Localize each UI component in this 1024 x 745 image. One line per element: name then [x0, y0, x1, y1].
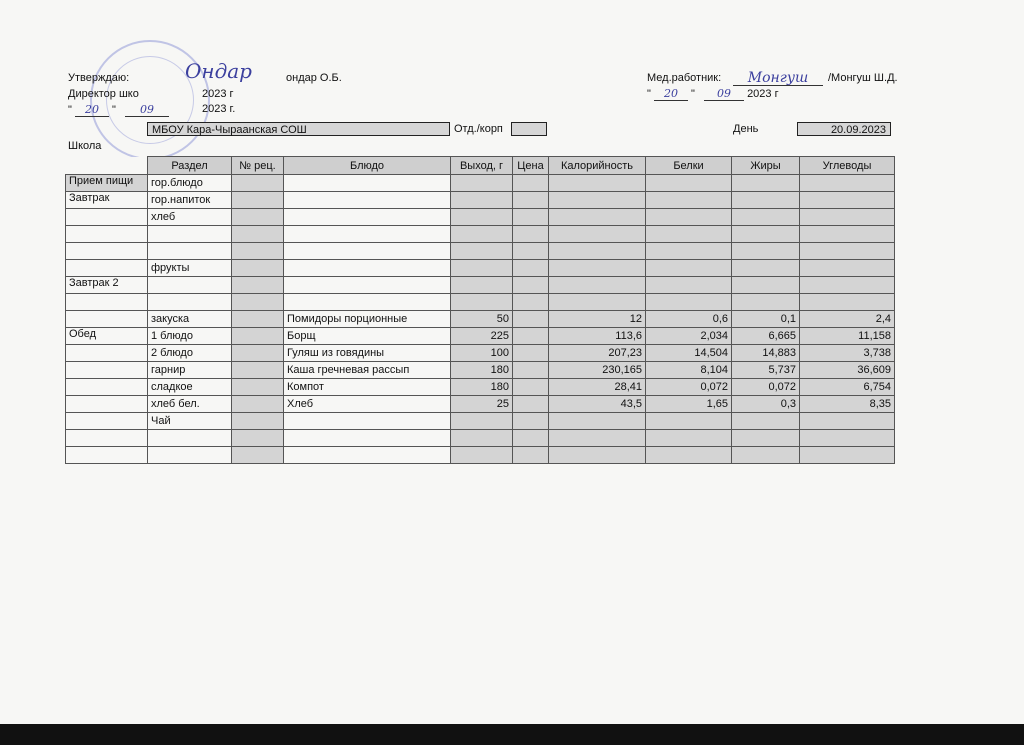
table-row — [66, 175, 895, 192]
carbs-cell — [800, 430, 895, 447]
price-cell — [513, 209, 549, 226]
med-date: " 20 " 09 2023 г — [647, 87, 779, 100]
calories-cell: 43,5 — [549, 396, 646, 413]
section-cell: 1 блюдо — [148, 328, 232, 345]
proteins-cell — [646, 430, 732, 447]
section-cell — [148, 277, 232, 294]
dish-cell — [284, 447, 451, 464]
recipe-cell — [232, 192, 284, 209]
header-price: Цена — [513, 157, 549, 175]
meal-cell — [66, 447, 148, 464]
calories-cell: 113,6 — [549, 328, 646, 345]
med-day: 20 — [654, 87, 688, 101]
carbs-cell — [800, 413, 895, 430]
price-cell — [513, 328, 549, 345]
recipe-cell — [232, 209, 284, 226]
table-row — [66, 209, 895, 226]
fats-cell — [732, 413, 800, 430]
table-row — [66, 430, 895, 447]
dish-cell: Гуляш из говядины — [284, 345, 451, 362]
calories-cell — [549, 260, 646, 277]
table-row — [66, 413, 895, 430]
proteins-cell — [646, 447, 732, 464]
output-cell — [451, 413, 513, 430]
output-cell — [451, 192, 513, 209]
fats-cell — [732, 277, 800, 294]
calories-cell: 230,165 — [549, 362, 646, 379]
proteins-cell — [646, 260, 732, 277]
price-cell — [513, 294, 549, 311]
meal-cell: Завтрак — [66, 192, 148, 209]
header-fats: Жиры — [732, 157, 800, 175]
director-date: " 20 " 09 — [68, 103, 169, 117]
dish-cell — [284, 175, 451, 192]
table-row — [66, 379, 895, 396]
recipe-cell — [232, 243, 284, 260]
table-row — [66, 396, 895, 413]
carbs-cell — [800, 175, 895, 192]
med-label: Мед.работник: — [647, 72, 722, 84]
meal-cell: Прием пищи — [66, 175, 148, 192]
proteins-cell — [646, 277, 732, 294]
header-dish: Блюдо — [284, 157, 451, 175]
dish-cell: Помидоры порционные — [284, 311, 451, 328]
table-row — [66, 294, 895, 311]
fats-cell: 0,072 — [732, 379, 800, 396]
calories-cell — [549, 243, 646, 260]
fats-cell — [732, 260, 800, 277]
calories-cell — [549, 175, 646, 192]
output-cell — [451, 175, 513, 192]
recipe-cell — [232, 294, 284, 311]
calories-cell — [549, 413, 646, 430]
recipe-cell — [232, 226, 284, 243]
recipe-cell — [232, 175, 284, 192]
dish-cell — [284, 413, 451, 430]
price-cell — [513, 175, 549, 192]
carbs-cell — [800, 209, 895, 226]
carbs-cell: 36,609 — [800, 362, 895, 379]
carbs-cell — [800, 277, 895, 294]
section-cell: закуска — [148, 311, 232, 328]
output-cell: 225 — [451, 328, 513, 345]
carbs-cell: 2,4 — [800, 311, 895, 328]
dish-cell: Компот — [284, 379, 451, 396]
fats-cell — [732, 226, 800, 243]
recipe-cell — [232, 413, 284, 430]
recipe-cell — [232, 379, 284, 396]
director-year2: 2023 г. — [202, 103, 236, 115]
table-row — [66, 277, 895, 294]
med-name: /Монгуш Ш.Д. — [828, 72, 898, 84]
calories-cell — [549, 294, 646, 311]
dish-cell — [284, 260, 451, 277]
carbs-cell — [800, 243, 895, 260]
med-month: 09 — [704, 87, 744, 101]
header-recipe-no: № рец. — [232, 157, 284, 175]
recipe-cell — [232, 328, 284, 345]
table-row — [66, 260, 895, 277]
table-row — [66, 311, 895, 328]
carbs-cell — [800, 192, 895, 209]
table-row — [66, 328, 895, 345]
section-cell — [148, 243, 232, 260]
fats-cell: 6,665 — [732, 328, 800, 345]
carbs-cell — [800, 226, 895, 243]
output-cell — [451, 277, 513, 294]
proteins-cell: 14,504 — [646, 345, 732, 362]
proteins-cell — [646, 413, 732, 430]
meal-cell — [66, 362, 148, 379]
menu-table-body — [66, 175, 895, 464]
carbs-cell: 8,35 — [800, 396, 895, 413]
fats-cell — [732, 243, 800, 260]
calories-cell: 12 — [549, 311, 646, 328]
output-cell — [451, 226, 513, 243]
price-cell — [513, 362, 549, 379]
dish-cell: Каша гречневая рассып — [284, 362, 451, 379]
section-cell: гор.блюдо — [148, 175, 232, 192]
output-cell — [451, 447, 513, 464]
scan-edge — [0, 724, 1024, 745]
proteins-cell — [646, 243, 732, 260]
dish-cell: Борщ — [284, 328, 451, 345]
header-proteins: Белки — [646, 157, 732, 175]
output-cell — [451, 430, 513, 447]
output-cell: 50 — [451, 311, 513, 328]
section-cell: гарнир — [148, 362, 232, 379]
dish-cell — [284, 192, 451, 209]
fats-cell: 0,3 — [732, 396, 800, 413]
recipe-cell — [232, 277, 284, 294]
proteins-cell — [646, 294, 732, 311]
approve-label: Утверждаю: — [68, 72, 130, 84]
proteins-cell: 2,034 — [646, 328, 732, 345]
meal-cell — [66, 243, 148, 260]
dept-label: Отд./корп — [454, 123, 503, 135]
section-cell: хлеб — [148, 209, 232, 226]
section-cell — [148, 294, 232, 311]
dept-value-box — [511, 122, 547, 136]
table-row — [66, 345, 895, 362]
meal-cell — [66, 209, 148, 226]
price-cell — [513, 379, 549, 396]
proteins-cell — [646, 209, 732, 226]
proteins-cell: 0,6 — [646, 311, 732, 328]
header-section: Раздел — [148, 157, 232, 175]
director-year: 2023 г — [202, 88, 234, 100]
carbs-cell: 3,738 — [800, 345, 895, 362]
price-cell — [513, 413, 549, 430]
meal-cell — [66, 345, 148, 362]
calories-cell — [549, 447, 646, 464]
table-row — [66, 447, 895, 464]
recipe-cell — [232, 311, 284, 328]
dish-cell — [284, 277, 451, 294]
med-signature: Монгуш — [733, 72, 823, 86]
price-cell — [513, 277, 549, 294]
meal-cell — [66, 294, 148, 311]
director-title: Директор шко — [68, 88, 139, 100]
price-cell — [513, 396, 549, 413]
section-cell: сладкое — [148, 379, 232, 396]
price-cell — [513, 430, 549, 447]
output-cell — [451, 209, 513, 226]
school-name-box: МБОУ Кара-Чыраанская СОШ — [147, 122, 450, 136]
fats-cell — [732, 447, 800, 464]
med-signature-line — [733, 72, 823, 86]
header-carbs: Углеводы — [800, 157, 895, 175]
table-row — [66, 226, 895, 243]
output-cell: 25 — [451, 396, 513, 413]
table-row — [66, 243, 895, 260]
table-row — [66, 362, 895, 379]
recipe-cell — [232, 260, 284, 277]
meal-cell — [66, 430, 148, 447]
calories-cell — [549, 192, 646, 209]
fats-cell — [732, 430, 800, 447]
fats-cell — [732, 175, 800, 192]
meal-cell — [66, 226, 148, 243]
fats-cell — [732, 192, 800, 209]
carbs-cell — [800, 447, 895, 464]
output-cell — [451, 260, 513, 277]
dish-cell — [284, 294, 451, 311]
recipe-cell — [232, 396, 284, 413]
proteins-cell — [646, 226, 732, 243]
dish-cell — [284, 430, 451, 447]
header-calories: Калорийность — [549, 157, 646, 175]
recipe-cell — [232, 362, 284, 379]
fats-cell — [732, 209, 800, 226]
med-year: 2023 г — [747, 88, 779, 100]
meal-cell: Обед — [66, 328, 148, 345]
fats-cell: 14,883 — [732, 345, 800, 362]
meal-cell — [66, 396, 148, 413]
meal-cell — [66, 260, 148, 277]
calories-cell — [549, 430, 646, 447]
output-cell — [451, 243, 513, 260]
carbs-cell — [800, 260, 895, 277]
fats-cell: 0,1 — [732, 311, 800, 328]
meal-cell — [66, 413, 148, 430]
recipe-cell — [232, 430, 284, 447]
section-cell — [148, 430, 232, 447]
fats-cell: 5,737 — [732, 362, 800, 379]
price-cell — [513, 226, 549, 243]
table-row — [66, 192, 895, 209]
calories-cell — [549, 226, 646, 243]
price-cell — [513, 311, 549, 328]
output-cell: 180 — [451, 379, 513, 396]
proteins-cell: 0,072 — [646, 379, 732, 396]
price-cell — [513, 447, 549, 464]
price-cell — [513, 345, 549, 362]
section-cell: хлеб бел. — [148, 396, 232, 413]
proteins-cell: 8,104 — [646, 362, 732, 379]
day-label: День — [733, 123, 759, 135]
director-signature: Ондар — [185, 59, 252, 83]
price-cell — [513, 260, 549, 277]
dish-cell: Хлеб — [284, 396, 451, 413]
output-cell — [451, 294, 513, 311]
section-cell — [148, 447, 232, 464]
proteins-cell — [646, 175, 732, 192]
school-label: Школа — [68, 140, 102, 152]
proteins-cell — [646, 192, 732, 209]
meal-cell — [66, 379, 148, 396]
price-cell — [513, 192, 549, 209]
section-cell: гор.напиток — [148, 192, 232, 209]
dish-cell — [284, 209, 451, 226]
recipe-cell — [232, 447, 284, 464]
header-spacer — [66, 157, 148, 175]
carbs-cell: 6,754 — [800, 379, 895, 396]
section-cell: фрукты — [148, 260, 232, 277]
section-cell — [148, 226, 232, 243]
director-name: ондар О.Б. — [286, 72, 342, 84]
day-value-box: 20.09.2023 — [797, 122, 891, 136]
director-month: 09 — [125, 103, 169, 117]
carbs-cell: 11,158 — [800, 328, 895, 345]
calories-cell: 28,41 — [549, 379, 646, 396]
proteins-cell: 1,65 — [646, 396, 732, 413]
calories-cell: 207,23 — [549, 345, 646, 362]
dish-cell — [284, 226, 451, 243]
calories-cell — [549, 277, 646, 294]
recipe-cell — [232, 345, 284, 362]
menu-table — [65, 156, 895, 464]
section-cell: 2 блюдо — [148, 345, 232, 362]
dish-cell — [284, 243, 451, 260]
calories-cell — [549, 209, 646, 226]
fats-cell — [732, 294, 800, 311]
meal-cell: Завтрак 2 — [66, 277, 148, 294]
director-day: 20 — [75, 103, 109, 117]
header-output: Выход, г — [451, 157, 513, 175]
carbs-cell — [800, 294, 895, 311]
table-header-row — [66, 157, 895, 175]
price-cell — [513, 243, 549, 260]
output-cell: 100 — [451, 345, 513, 362]
output-cell: 180 — [451, 362, 513, 379]
meal-cell — [66, 311, 148, 328]
section-cell: Чай — [148, 413, 232, 430]
